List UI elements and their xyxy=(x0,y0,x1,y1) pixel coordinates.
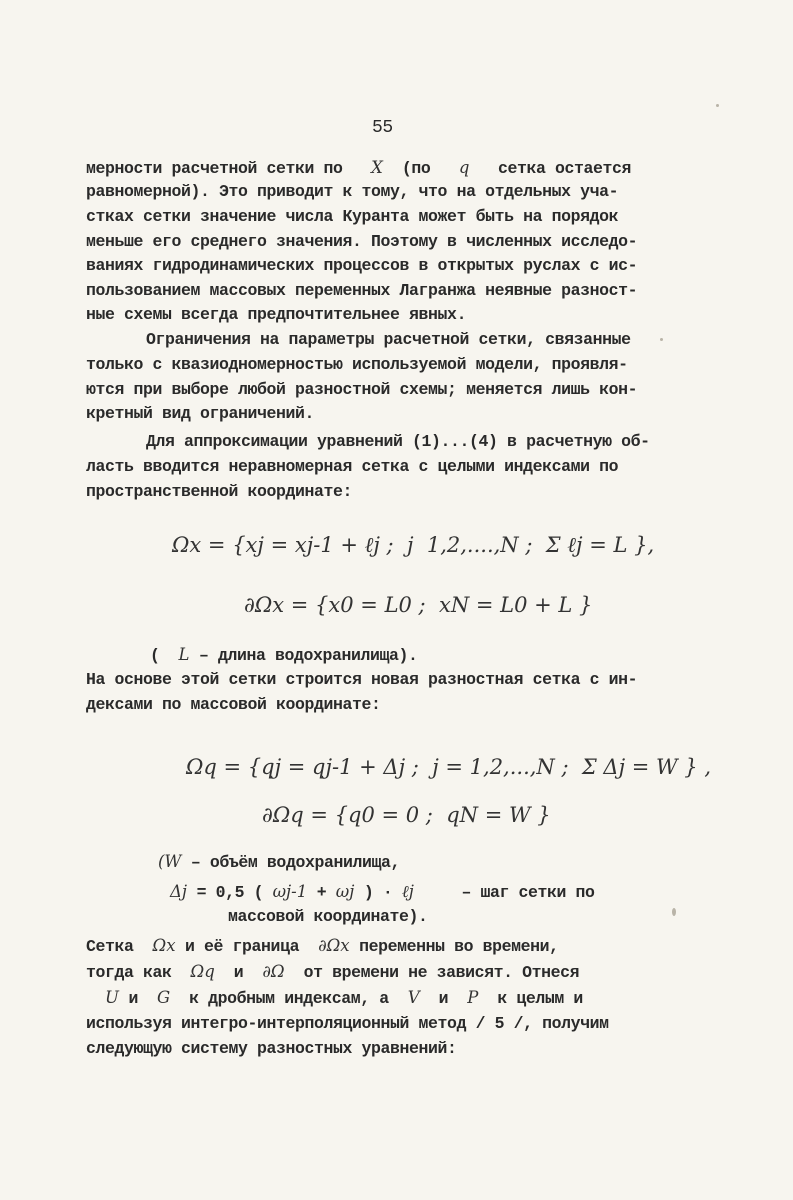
text-line: ваниях гидродинамических процессов в открытых руслах с ис- xyxy=(86,256,638,275)
text-line: На основе этой сетки строится новая разностная сетка с ин- xyxy=(86,670,638,689)
equation-omega-x: Ωx = {xj = xj-1 + ℓj ; j 1,2,....,N ; Σ ℓj = L }, xyxy=(172,533,655,557)
text-line: ются при выборе любой разностной схемы; меняется лишь кон- xyxy=(86,380,638,399)
text-line: Ограничения на параметры расчетной сетки, связанные xyxy=(146,330,631,349)
note-volume: (W – объём водохранилища, xyxy=(158,852,400,872)
text-line: используя интегро-интерполяционный метод / 5 /, получим xyxy=(86,1014,609,1033)
note-step-cont: массовой координате). xyxy=(228,907,428,926)
text-line: пространственной координате: xyxy=(86,482,353,501)
text-line: U и G к дробным индексам, а V и P к целым и xyxy=(105,988,583,1008)
text-line: дексами по массовой координате: xyxy=(86,695,381,714)
text-line: пользованием массовых переменных Лагранжа неявные разност- xyxy=(86,281,638,300)
text-line: стках сетки значение числа Куранта может быть на порядок xyxy=(86,207,619,226)
equation-boundary-omega-x: ∂Ωx = {x0 = L0 ; xN = L0 + L } xyxy=(244,593,593,617)
text-line: тогда как Ωq и ∂Ω от времени не зависят. Отнеся xyxy=(86,962,580,982)
equation-boundary-omega-q: ∂Ωq = {q0 = 0 ; qN = W } xyxy=(262,803,551,827)
scan-speck xyxy=(660,338,663,341)
text-line: равномерной). Это приводит к тому, что на отдельных уча- xyxy=(86,182,619,201)
text-line: только с квазиодномерностью используемой модели, проявля- xyxy=(86,355,628,374)
text-line: Для аппроксимации уравнений (1)...(4) в расчетную об- xyxy=(146,432,650,451)
text-line: Сетка Ωx и её граница ∂Ωx переменны во времени, xyxy=(86,936,559,956)
equation-omega-q: Ωq = {qj = qj-1 + Δj ; j = 1,2,...,N ; Σ Δj = W } , xyxy=(186,755,712,779)
scan-speck xyxy=(716,104,719,107)
scan-speck xyxy=(672,908,676,916)
text-line: мерности расчетной сетки по X (по q сетка остается xyxy=(86,158,631,178)
text-line: ласть вводится неравномерная сетка с целыми индексами по xyxy=(86,457,619,476)
page-number: 55 xyxy=(372,118,393,138)
text-line: ные схемы всегда предпочтительнее явных. xyxy=(86,305,467,324)
text-line: меньше его среднего значения. Поэтому в численных исследо- xyxy=(86,232,638,251)
note-step: Δj = 0,5 ( ωj-1 + ωj ) · ℓj – шаг сетки по xyxy=(170,882,595,902)
note-length: ( L – длина водохранилища). xyxy=(150,645,418,665)
text-line: следующую систему разностных уравнений: xyxy=(86,1039,457,1058)
text-line: кретный вид ограничений. xyxy=(86,404,315,423)
